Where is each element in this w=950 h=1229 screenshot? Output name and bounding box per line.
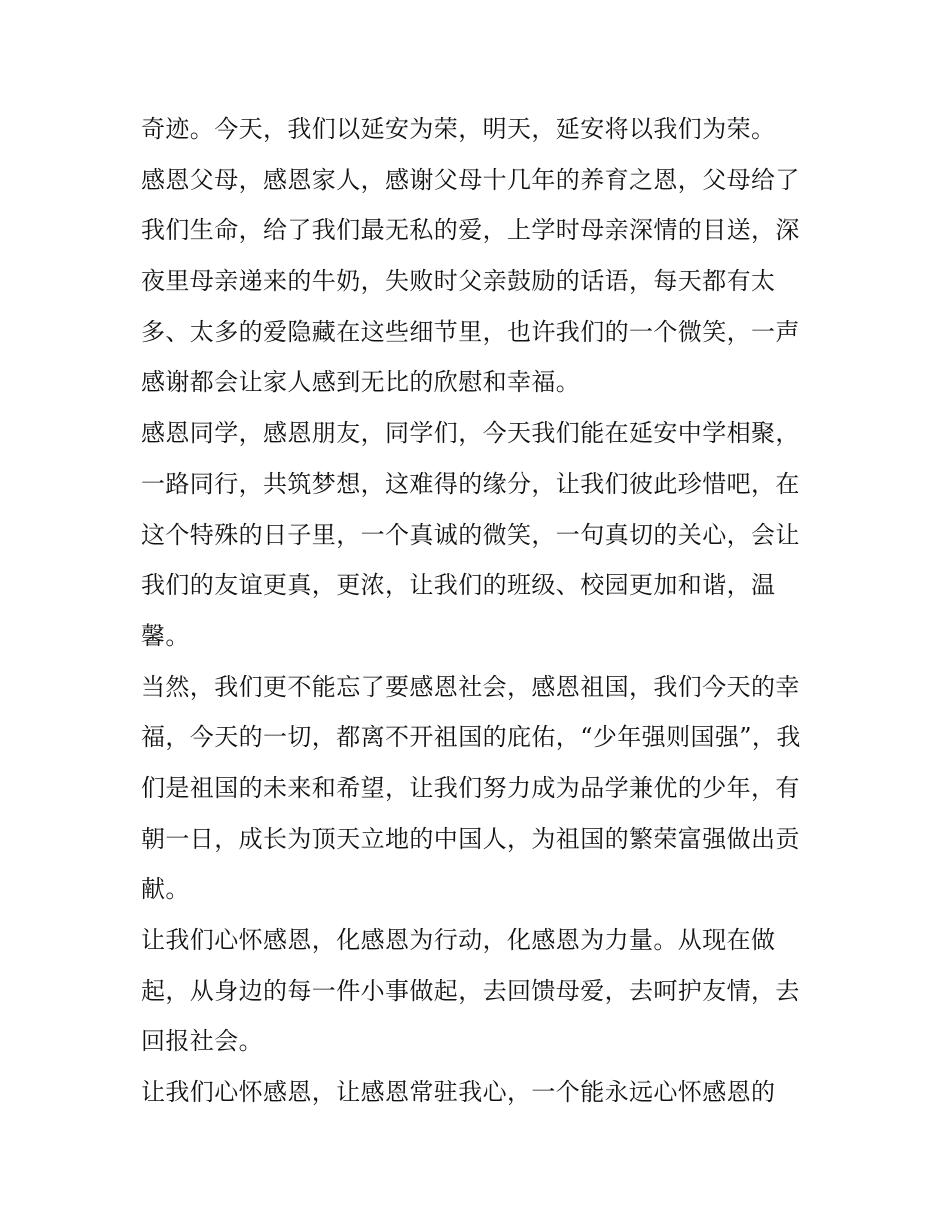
text-line: 当然，我们更不能忘了要感恩社会，感恩祖国，我们今天的幸 (141, 672, 800, 701)
text-line: 夜里母亲递来的牛奶，失败时父亲鼓励的话语，每天都有太 (141, 267, 776, 296)
text-line: 回报社会。 (141, 1027, 263, 1056)
text-line: 感恩父母，感恩家人，感谢父母十几年的养育之恩，父母给了 (141, 165, 800, 194)
text-line: 们是祖国的未来和希望，让我们努力成为品学兼优的少年，有 (141, 773, 800, 802)
text-line: 我们的友谊更真，更浓，让我们的班级、校园更加和谐，温 (141, 571, 776, 600)
text-line: 多、太多的爱隐藏在这些细节里，也许我们的一个微笑，一声 (141, 317, 800, 346)
body-text (141, 104, 821, 1118)
text-line: 感谢都会让家人感到无比的欣慰和幸福。 (141, 368, 581, 397)
text-line: 奇迹。今天，我们以延安为荣，明天，延安将以我们为荣。 (141, 115, 776, 143)
text-line: 朝一日，成长为顶天立地的中国人，为祖国的繁荣富强做出贡 (141, 824, 800, 853)
text-line: 馨。 (141, 621, 190, 650)
text-line: 这个特殊的日子里，一个真诚的微笑，一句真切的关心，会让 (141, 520, 800, 549)
text-line: 我们生命，给了我们最无私的爱，上学时母亲深情的目送，深 (141, 216, 800, 245)
text-line: 让我们心怀感恩，让感恩常驻我心，一个能永远心怀感恩的 (141, 1078, 776, 1107)
text-line: 感恩同学，感恩朋友，同学们，今天我们能在延安中学相聚， (141, 419, 800, 448)
text-line: 献。 (141, 875, 190, 904)
text-line: 让我们心怀感恩，化感恩为行动，化感恩为力量。从现在做 (141, 926, 776, 954)
text-line: 福，今天的一切，都离不开祖国的庇佑，“少年强则国强”，我 (141, 723, 801, 752)
text-line: 起，从身边的每一件小事做起，去回馈母爱，去呵护友情，去 (141, 976, 800, 1005)
text-line: 一路同行，共筑梦想，这难得的缘分，让我们彼此珍惜吧，在 (141, 469, 800, 498)
